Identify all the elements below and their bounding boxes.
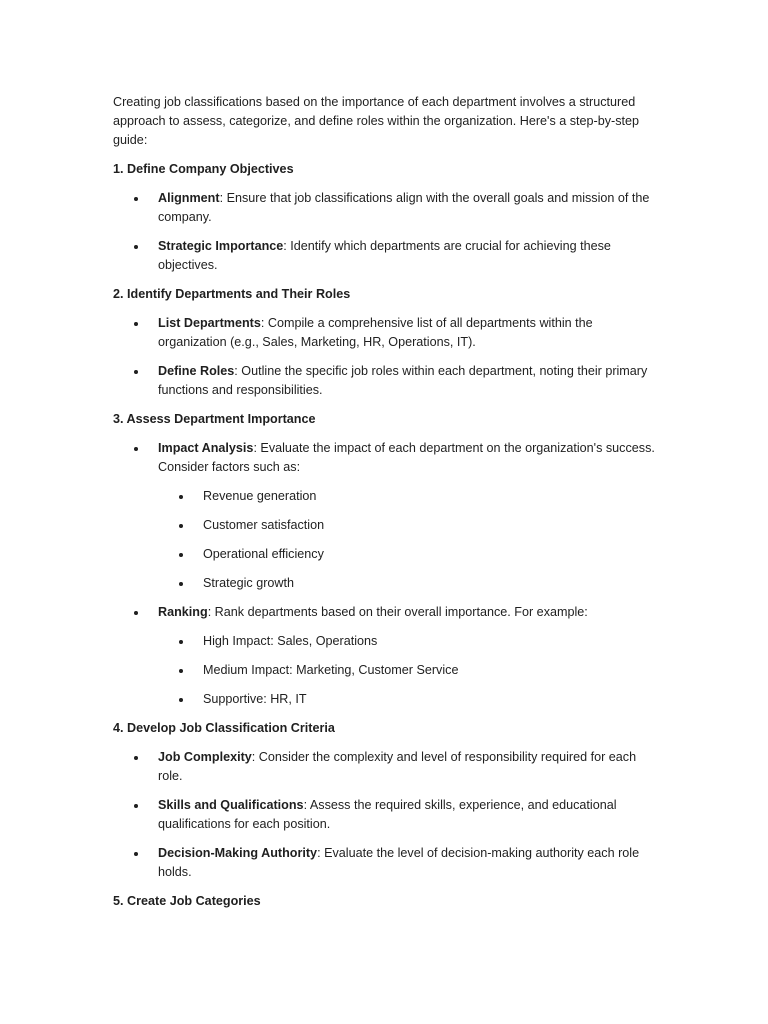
item-term: Alignment: [158, 191, 220, 205]
sub-list-item: [158, 661, 658, 680]
item-term: Strategic Importance: [158, 239, 284, 253]
item-text: : Evaluate the level of decision-making authority each role holds.: [158, 846, 640, 879]
item-text: : Evaluate the impact of each department on the organization's success. Consider factors such as:: [158, 441, 655, 474]
section-4: [113, 719, 658, 882]
item-text: : Outline the specific job roles within each department, noting their primary functions and responsibilities.: [158, 364, 648, 397]
sub-item-text: Customer satisfaction: [203, 518, 325, 532]
section-heading: 4. Develop Job Classification Criteria: [113, 721, 335, 735]
list-item: [113, 844, 658, 882]
section-heading: 3. Assess Department Importance: [113, 412, 316, 426]
item-term: Skills and Qualifications: [158, 798, 304, 812]
item-term: Decision-Making Authority: [158, 846, 318, 860]
item-term: List Departments: [158, 316, 261, 330]
bullet-icon: [134, 611, 138, 615]
sub-list-item: [158, 574, 658, 593]
bullet-icon: [179, 495, 183, 499]
section-heading: 1. Define Company Objectives: [113, 162, 294, 176]
intro-paragraph: Creating job classifications based on the importance of each department involves a structured approach to assess, categorize, and define roles within the organization. Here's a step-by-step guide:: [113, 95, 640, 147]
bullet-icon: [134, 370, 138, 374]
list-item: [113, 439, 658, 593]
item-text: : Identify which departments are crucial for achieving these objectives.: [158, 239, 611, 272]
list-item: [113, 603, 658, 709]
bullet-icon: [134, 197, 138, 201]
bullet-list: [113, 439, 658, 709]
sub-list-item: [158, 487, 658, 506]
item-text: : Ensure that job classifications align with the overall goals and mission of the company.: [158, 191, 650, 224]
bullet-icon: [134, 852, 138, 856]
bullet-icon: [134, 447, 138, 451]
item-term: Job Complexity: [158, 750, 252, 764]
item-term: Impact Analysis: [158, 441, 254, 455]
section-heading: 5. Create Job Categories: [113, 894, 261, 908]
item-text: : Compile a comprehensive list of all departments within the organization (e.g., Sales, Marketing, HR, Operations, IT).: [158, 316, 593, 349]
section-heading: 2. Identify Departments and Their Roles: [113, 287, 351, 301]
list-item: [113, 796, 658, 834]
list-item: [113, 189, 658, 227]
sub-list-item: [158, 516, 658, 535]
bullet-icon: [179, 640, 183, 644]
sub-item-text: Operational efficiency: [203, 547, 324, 561]
sub-item-text: Revenue generation: [203, 489, 317, 503]
list-item: [113, 362, 658, 400]
item-text: : Consider the complexity and level of responsibility required for each role.: [158, 750, 637, 783]
section-5: [113, 892, 658, 911]
section-1: [113, 160, 658, 275]
section-2: [113, 285, 658, 400]
bullet-icon: [179, 553, 183, 557]
bullet-list: [113, 748, 658, 882]
bullet-icon: [179, 669, 183, 673]
document-body: [113, 93, 658, 921]
sub-item-text: Medium Impact: Marketing, Customer Service: [203, 663, 459, 677]
bullet-icon: [179, 698, 183, 702]
list-item: [113, 748, 658, 786]
sub-list-item: [158, 632, 658, 651]
item-term: Define Roles: [158, 364, 235, 378]
bullet-icon: [179, 524, 183, 528]
sections-container: [113, 160, 658, 911]
bullet-list: [113, 314, 658, 400]
list-item: [113, 237, 658, 275]
bullet-icon: [134, 322, 138, 326]
bullet-icon: [179, 582, 183, 586]
bullet-icon: [134, 756, 138, 760]
list-item: [113, 314, 658, 352]
sub-bullet-list: [158, 487, 658, 593]
sub-list-item: [158, 690, 658, 709]
section-3: [113, 410, 658, 709]
bullet-icon: [134, 804, 138, 808]
bullet-icon: [134, 245, 138, 249]
item-term: Ranking: [158, 605, 208, 619]
sub-item-text: Strategic growth: [203, 576, 294, 590]
item-text: : Rank departments based on their overall importance. For example:: [207, 605, 588, 619]
sub-item-text: High Impact: Sales, Operations: [203, 634, 378, 648]
bullet-list: [113, 189, 658, 275]
sub-item-text: Supportive: HR, IT: [203, 692, 307, 706]
item-text: : Assess the required skills, experience, and educational qualifications for each position.: [158, 798, 617, 831]
sub-bullet-list: [158, 632, 658, 709]
sub-list-item: [158, 545, 658, 564]
